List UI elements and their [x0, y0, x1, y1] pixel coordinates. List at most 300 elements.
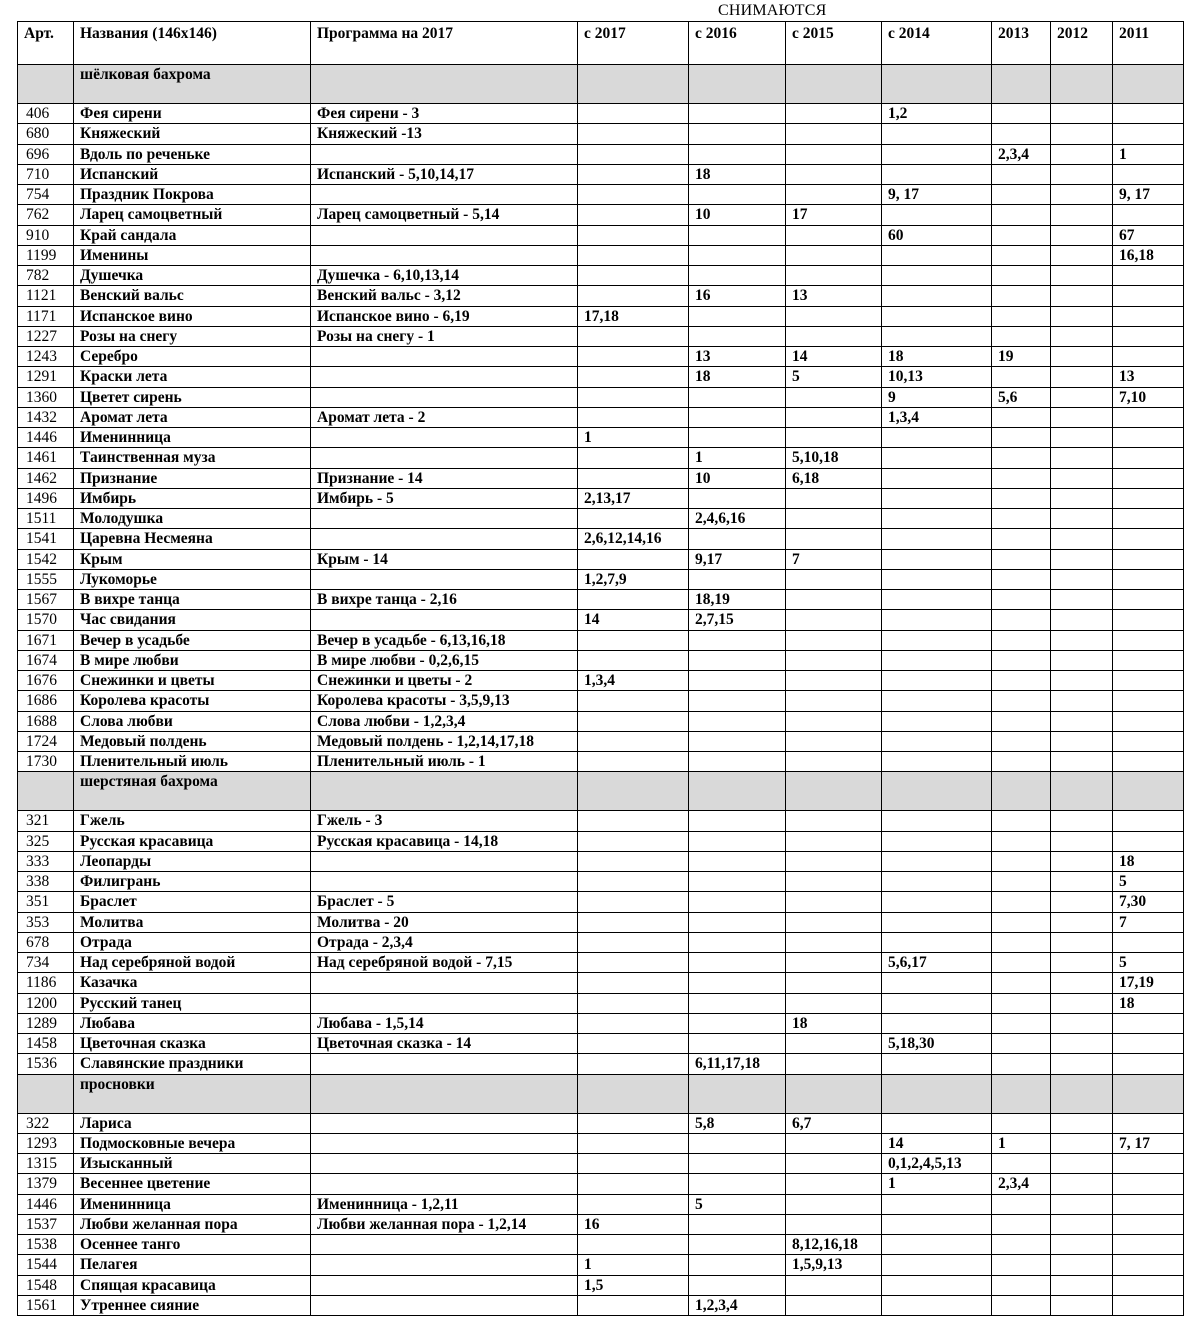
- article-cell: 1674: [18, 650, 74, 670]
- year-cell: [689, 407, 786, 427]
- year-cell: [786, 1133, 882, 1153]
- year-cell: [689, 953, 786, 973]
- section-cell: [992, 772, 1051, 811]
- table-row: [18, 872, 1184, 892]
- article-cell: 333: [18, 851, 74, 871]
- section-cell: [786, 1074, 882, 1113]
- article-cell: 678: [18, 932, 74, 952]
- program-cell: Цветочная сказка - 14: [311, 1034, 578, 1054]
- program-cell: В мире любви - 0,2,6,15: [311, 650, 578, 670]
- year-cell: [992, 650, 1051, 670]
- name-cell: Гжель: [74, 811, 311, 831]
- year-cell: [882, 1275, 992, 1295]
- year-cell: [689, 993, 786, 1013]
- table-row: [18, 1255, 1184, 1275]
- table-row: [18, 104, 1184, 124]
- year-cell: [1113, 407, 1184, 427]
- year-cell: 9, 17: [882, 185, 992, 205]
- section-cell: [1113, 1074, 1184, 1113]
- article-cell: 1462: [18, 468, 74, 488]
- program-cell: Фея сирени - 3: [311, 104, 578, 124]
- year-cell: [578, 367, 689, 387]
- article-cell: 1724: [18, 731, 74, 751]
- table-row: [18, 286, 1184, 306]
- year-cell: [786, 185, 882, 205]
- year-cell: [1113, 569, 1184, 589]
- name-cell: Ларец самоцветный: [74, 205, 311, 225]
- table-row: [18, 1133, 1184, 1153]
- year-cell: [882, 650, 992, 670]
- year-cell: [689, 104, 786, 124]
- year-cell: [882, 811, 992, 831]
- year-cell: [786, 851, 882, 871]
- year-cell: [882, 590, 992, 610]
- article-cell: 1446: [18, 428, 74, 448]
- table-row: [18, 164, 1184, 184]
- table-row: [18, 671, 1184, 691]
- table-row: [18, 1275, 1184, 1295]
- name-cell: Фея сирени: [74, 104, 311, 124]
- table-row: [18, 752, 1184, 772]
- year-cell: [786, 650, 882, 670]
- table-row: [18, 1194, 1184, 1214]
- year-cell: [1113, 711, 1184, 731]
- program-cell: [311, 569, 578, 589]
- year-cell: [992, 468, 1051, 488]
- year-cell: [992, 993, 1051, 1013]
- name-cell: Признание: [74, 468, 311, 488]
- program-cell: Медовый полдень - 1,2,14,17,18: [311, 731, 578, 751]
- table-row: [18, 731, 1184, 751]
- year-cell: 6,11,17,18: [689, 1054, 786, 1074]
- program-cell: Слова любви - 1,2,3,4: [311, 711, 578, 731]
- year-cell: 6,18: [786, 468, 882, 488]
- program-cell: [311, 851, 578, 871]
- year-cell: [882, 973, 992, 993]
- year-cell: [689, 752, 786, 772]
- year-cell: [1113, 671, 1184, 691]
- article-cell: 1730: [18, 752, 74, 772]
- year-cell: [689, 428, 786, 448]
- section-cell: [689, 1074, 786, 1113]
- year-cell: [786, 691, 882, 711]
- program-cell: [311, 1054, 578, 1074]
- year-cell: [578, 932, 689, 952]
- year-cell: [1051, 831, 1113, 851]
- year-cell: [786, 1214, 882, 1234]
- name-cell: Вдоль по реченьке: [74, 144, 311, 164]
- year-cell: [1113, 448, 1184, 468]
- year-cell: [689, 144, 786, 164]
- year-cell: [1051, 650, 1113, 670]
- program-cell: Княжеский -13: [311, 124, 578, 144]
- article-cell: 1676: [18, 671, 74, 691]
- year-cell: [1051, 1174, 1113, 1194]
- year-cell: [578, 650, 689, 670]
- year-cell: [689, 1133, 786, 1153]
- year-cell: [1051, 124, 1113, 144]
- table-row: [18, 892, 1184, 912]
- year-cell: [882, 872, 992, 892]
- year-cell: [1113, 1113, 1184, 1133]
- program-cell: Гжель - 3: [311, 811, 578, 831]
- year-cell: [689, 831, 786, 851]
- year-cell: [882, 144, 992, 164]
- year-cell: [882, 1295, 992, 1315]
- section-cell: [311, 65, 578, 104]
- year-cell: [992, 306, 1051, 326]
- product-table: [17, 21, 1184, 1316]
- name-cell: Филигрань: [74, 872, 311, 892]
- year-cell: [786, 973, 882, 993]
- year-cell: [1113, 1255, 1184, 1275]
- year-cell: [992, 1013, 1051, 1033]
- year-cell: [578, 448, 689, 468]
- name-cell: Именинница: [74, 428, 311, 448]
- year-cell: 10: [689, 205, 786, 225]
- year-cell: [1051, 1275, 1113, 1295]
- year-cell: [1113, 831, 1184, 851]
- table-row: [18, 569, 1184, 589]
- year-cell: [786, 752, 882, 772]
- year-cell: 67: [1113, 225, 1184, 245]
- program-cell: [311, 509, 578, 529]
- year-cell: [1113, 124, 1184, 144]
- header-cell: Арт.: [18, 22, 74, 65]
- year-cell: [882, 1194, 992, 1214]
- name-cell: Час свидания: [74, 610, 311, 630]
- article-cell: 338: [18, 872, 74, 892]
- section-cell: [882, 1074, 992, 1113]
- year-cell: 18: [882, 347, 992, 367]
- year-cell: [1113, 1054, 1184, 1074]
- year-cell: 1: [882, 1174, 992, 1194]
- year-cell: [882, 124, 992, 144]
- year-cell: [689, 1174, 786, 1194]
- table-row: [18, 266, 1184, 286]
- table-row: [18, 711, 1184, 731]
- article-cell: 1432: [18, 407, 74, 427]
- program-cell: [311, 428, 578, 448]
- name-cell: Слова любви: [74, 711, 311, 731]
- year-cell: [578, 993, 689, 1013]
- program-cell: Отрада - 2,3,4: [311, 932, 578, 952]
- year-cell: [1051, 185, 1113, 205]
- year-cell: [1051, 1013, 1113, 1033]
- year-cell: [1113, 1295, 1184, 1315]
- year-cell: [992, 1034, 1051, 1054]
- article-cell: 321: [18, 811, 74, 831]
- section-cell: [578, 1074, 689, 1113]
- name-cell: Отрада: [74, 932, 311, 952]
- year-cell: 7,30: [1113, 892, 1184, 912]
- year-cell: [1113, 1214, 1184, 1234]
- article-cell: 1544: [18, 1255, 74, 1275]
- year-cell: [1051, 225, 1113, 245]
- program-cell: [311, 529, 578, 549]
- program-cell: [311, 1154, 578, 1174]
- year-cell: [578, 630, 689, 650]
- year-cell: [1113, 205, 1184, 225]
- year-cell: 10: [689, 468, 786, 488]
- year-cell: [689, 691, 786, 711]
- year-cell: [578, 1174, 689, 1194]
- year-cell: [882, 326, 992, 346]
- table-row: [18, 993, 1184, 1013]
- year-cell: [1113, 811, 1184, 831]
- year-cell: [1051, 711, 1113, 731]
- year-cell: [882, 671, 992, 691]
- year-cell: [786, 610, 882, 630]
- year-cell: [992, 1235, 1051, 1255]
- year-cell: [689, 912, 786, 932]
- program-cell: Пленительный июль - 1: [311, 752, 578, 772]
- year-cell: 17: [786, 205, 882, 225]
- year-cell: [1113, 1013, 1184, 1033]
- year-cell: [992, 1154, 1051, 1174]
- table-row: [18, 387, 1184, 407]
- year-cell: 7, 17: [1113, 1133, 1184, 1153]
- header-cell: с 2017: [578, 22, 689, 65]
- table-row: [18, 912, 1184, 932]
- year-cell: [882, 892, 992, 912]
- article-cell: 1686: [18, 691, 74, 711]
- year-cell: 1,2,7,9: [578, 569, 689, 589]
- year-cell: [882, 286, 992, 306]
- year-cell: [578, 691, 689, 711]
- program-cell: [311, 1113, 578, 1133]
- year-cell: [1051, 973, 1113, 993]
- year-cell: [578, 205, 689, 225]
- article-cell: 1561: [18, 1295, 74, 1315]
- program-cell: [311, 144, 578, 164]
- year-cell: [1113, 326, 1184, 346]
- year-cell: [578, 185, 689, 205]
- section-title: просновки: [74, 1074, 311, 1113]
- year-cell: [786, 811, 882, 831]
- name-cell: Краски лета: [74, 367, 311, 387]
- year-cell: [1051, 1133, 1113, 1153]
- name-cell: Лариса: [74, 1113, 311, 1133]
- year-cell: [1051, 993, 1113, 1013]
- year-cell: 2,13,17: [578, 488, 689, 508]
- year-cell: 9,17: [689, 549, 786, 569]
- year-cell: [1113, 428, 1184, 448]
- year-cell: [689, 1275, 786, 1295]
- article-cell: 754: [18, 185, 74, 205]
- year-cell: [689, 892, 786, 912]
- year-cell: [786, 872, 882, 892]
- name-cell: Испанский: [74, 164, 311, 184]
- year-cell: [992, 731, 1051, 751]
- year-cell: [1051, 752, 1113, 772]
- year-cell: [786, 731, 882, 751]
- section-cell: [1051, 772, 1113, 811]
- program-cell: [311, 225, 578, 245]
- header-cell: 2011: [1113, 22, 1184, 65]
- program-cell: [311, 973, 578, 993]
- year-cell: [882, 691, 992, 711]
- name-cell: Цветочная сказка: [74, 1034, 311, 1054]
- year-cell: [1051, 610, 1113, 630]
- year-cell: [786, 1034, 882, 1054]
- year-cell: [882, 831, 992, 851]
- year-cell: [1051, 1214, 1113, 1234]
- year-cell: [578, 912, 689, 932]
- table-row: [18, 1214, 1184, 1234]
- year-cell: [786, 245, 882, 265]
- year-cell: 16: [689, 286, 786, 306]
- year-cell: [1051, 691, 1113, 711]
- year-cell: [1113, 104, 1184, 124]
- table-row: [18, 1113, 1184, 1133]
- year-cell: 5: [1113, 872, 1184, 892]
- section-cell: [992, 1074, 1051, 1113]
- year-cell: 14: [882, 1133, 992, 1153]
- year-cell: [786, 104, 882, 124]
- year-cell: [992, 1255, 1051, 1275]
- year-cell: [1051, 1235, 1113, 1255]
- year-cell: [1051, 932, 1113, 952]
- program-cell: [311, 610, 578, 630]
- program-cell: Вечер в усадьбе - 6,13,16,18: [311, 630, 578, 650]
- year-cell: 18: [689, 164, 786, 184]
- year-cell: [578, 124, 689, 144]
- section-header-row: [18, 65, 1184, 104]
- article-cell: 782: [18, 266, 74, 286]
- year-cell: 1,3,4: [578, 671, 689, 691]
- name-cell: Королева красоты: [74, 691, 311, 711]
- section-cell: [882, 65, 992, 104]
- year-cell: [578, 225, 689, 245]
- table-row: [18, 650, 1184, 670]
- article-cell: 1537: [18, 1214, 74, 1234]
- year-cell: 5,6: [992, 387, 1051, 407]
- section-cell: [578, 772, 689, 811]
- year-cell: [1113, 509, 1184, 529]
- program-cell: [311, 367, 578, 387]
- year-cell: [786, 1275, 882, 1295]
- year-cell: [786, 932, 882, 952]
- year-cell: 0,1,2,4,5,13: [882, 1154, 992, 1174]
- year-cell: [786, 387, 882, 407]
- name-cell: Славянские праздники: [74, 1054, 311, 1074]
- table-row: [18, 1013, 1184, 1033]
- article-cell: 1671: [18, 630, 74, 650]
- year-cell: [1051, 367, 1113, 387]
- program-cell: Ларец самоцветный - 5,14: [311, 205, 578, 225]
- table-row: [18, 509, 1184, 529]
- year-cell: [578, 811, 689, 831]
- year-cell: [1051, 509, 1113, 529]
- year-cell: [578, 549, 689, 569]
- year-cell: [882, 711, 992, 731]
- year-cell: [1051, 164, 1113, 184]
- year-cell: 1,5: [578, 1275, 689, 1295]
- year-cell: [1051, 529, 1113, 549]
- name-cell: Снежинки и цветы: [74, 671, 311, 691]
- year-cell: [578, 831, 689, 851]
- name-cell: Над серебряной водой: [74, 953, 311, 973]
- year-cell: [1113, 529, 1184, 549]
- year-cell: [1113, 306, 1184, 326]
- name-cell: Молитва: [74, 912, 311, 932]
- year-cell: [1051, 872, 1113, 892]
- article-cell: 1227: [18, 326, 74, 346]
- year-cell: 17,19: [1113, 973, 1184, 993]
- table-row: [18, 811, 1184, 831]
- year-cell: [578, 872, 689, 892]
- year-cell: [578, 468, 689, 488]
- year-cell: [992, 630, 1051, 650]
- year-cell: [689, 1255, 786, 1275]
- year-cell: 1: [578, 1255, 689, 1275]
- year-cell: [578, 266, 689, 286]
- year-cell: [578, 1154, 689, 1174]
- name-cell: Праздник Покрова: [74, 185, 311, 205]
- year-cell: 60: [882, 225, 992, 245]
- program-cell: [311, 448, 578, 468]
- table-row: [18, 124, 1184, 144]
- program-cell: Крым - 14: [311, 549, 578, 569]
- year-cell: [992, 912, 1051, 932]
- year-cell: [578, 1235, 689, 1255]
- header-cell: с 2016: [689, 22, 786, 65]
- year-cell: [578, 164, 689, 184]
- section-cell: [689, 65, 786, 104]
- section-header-row: [18, 772, 1184, 811]
- year-cell: [689, 1214, 786, 1234]
- year-cell: [689, 266, 786, 286]
- year-cell: [992, 851, 1051, 871]
- table-row: [18, 1054, 1184, 1074]
- program-cell: [311, 347, 578, 367]
- name-cell: Имбирь: [74, 488, 311, 508]
- year-cell: 1: [1113, 144, 1184, 164]
- year-cell: [882, 488, 992, 508]
- year-cell: [689, 326, 786, 346]
- header-cell: с 2014: [882, 22, 992, 65]
- year-cell: [882, 266, 992, 286]
- year-cell: 5,10,18: [786, 448, 882, 468]
- program-cell: [311, 872, 578, 892]
- year-cell: [786, 1174, 882, 1194]
- table-row: [18, 630, 1184, 650]
- year-cell: [689, 973, 786, 993]
- program-cell: [311, 245, 578, 265]
- section-title: шёлковая бахрома: [74, 65, 311, 104]
- program-cell: Имбирь - 5: [311, 488, 578, 508]
- year-cell: [992, 286, 1051, 306]
- year-cell: [992, 872, 1051, 892]
- year-cell: [1113, 1235, 1184, 1255]
- year-cell: [578, 731, 689, 751]
- year-cell: 10,13: [882, 367, 992, 387]
- year-cell: [578, 1295, 689, 1315]
- year-cell: 18: [786, 1013, 882, 1033]
- year-cell: [992, 1113, 1051, 1133]
- year-cell: [786, 831, 882, 851]
- name-cell: Пелагея: [74, 1255, 311, 1275]
- year-cell: [1113, 650, 1184, 670]
- name-cell: Вечер в усадьбе: [74, 630, 311, 650]
- year-cell: [1051, 286, 1113, 306]
- name-cell: Княжеский: [74, 124, 311, 144]
- section-cell: [1051, 1074, 1113, 1113]
- year-cell: [1051, 851, 1113, 871]
- year-cell: [1051, 448, 1113, 468]
- year-cell: [992, 104, 1051, 124]
